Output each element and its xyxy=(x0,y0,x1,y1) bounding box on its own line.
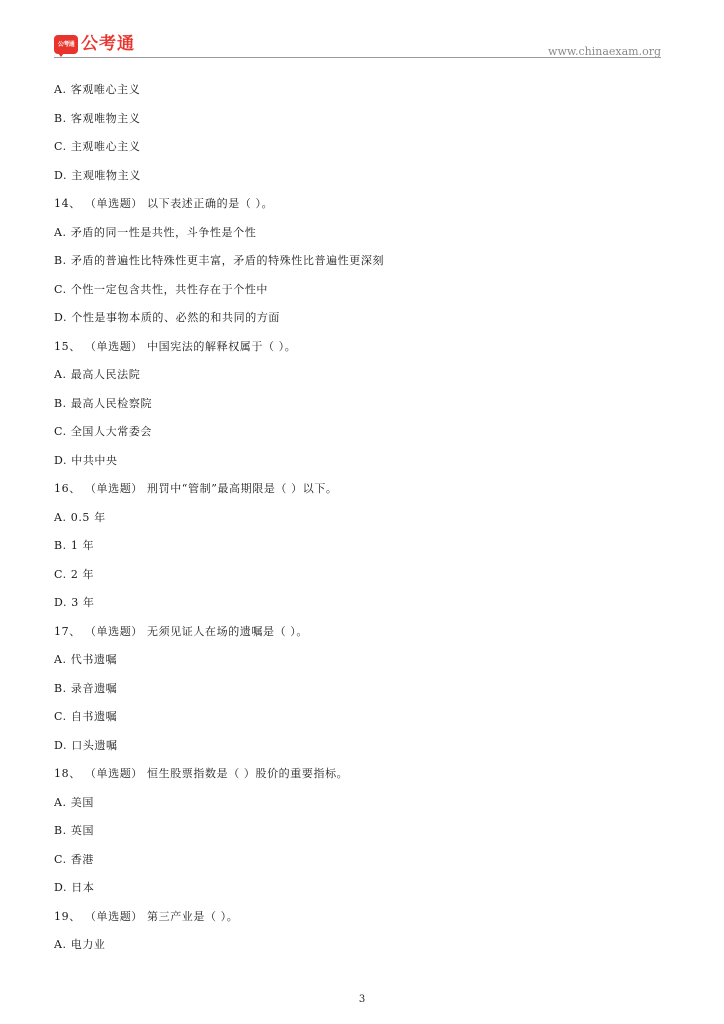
question-stem: 15、 （单选题） 中国宪法的解释权属于（ ）。 xyxy=(54,339,297,353)
answer-option: B. 客观唯物主义 xyxy=(54,111,141,125)
answer-option: D. 口头遗嘱 xyxy=(54,738,118,752)
question-stem: 18、 （单选题） 恒生股票指数是（ ）股价的重要指标。 xyxy=(54,767,349,780)
answer-option: A. 最高人民法院 xyxy=(54,368,141,381)
answer-option: C. 主观唯心主义 xyxy=(54,140,141,153)
logo-text: 公考通 xyxy=(81,34,135,54)
answer-option: A. 0.5 年 xyxy=(54,510,106,524)
answer-option: A. 矛盾的同一性是共性，斗争性是个性 xyxy=(54,225,257,239)
answer-option: B. 1 年 xyxy=(54,539,95,552)
answer-option: D. 3 年 xyxy=(54,596,95,609)
question-stem: 17、 （单选题） 无须见证人在场的遗嘱是（ ）。 xyxy=(54,624,308,638)
page-number: 3 xyxy=(358,994,366,1005)
logo-badge-icon: 公考通 xyxy=(54,35,78,54)
answer-option: A. 客观唯心主义 xyxy=(54,83,141,96)
site-url: www.chinaexam.org xyxy=(548,45,661,58)
answer-option: A. 代书遗嘱 xyxy=(54,653,118,666)
question-stem: 14、 （单选题） 以下表述正确的是（ ）。 xyxy=(54,197,274,210)
answer-option: C. 全国人大常委会 xyxy=(54,425,153,438)
answer-option: A. 美国 xyxy=(54,795,94,809)
answer-option: B. 英国 xyxy=(54,824,95,837)
answer-option: C. 自书遗嘱 xyxy=(54,710,118,723)
document-body xyxy=(54,76,664,960)
answer-option: D. 日本 xyxy=(54,881,95,894)
answer-option: D. 主观唯物主义 xyxy=(54,168,141,182)
answer-option: B. 矛盾的普遍性比特殊性更丰富，矛盾的特殊性比普遍性更深刻 xyxy=(54,254,385,267)
answer-option: B. 录音遗嘱 xyxy=(54,681,118,695)
answer-option: B. 最高人民检察院 xyxy=(54,396,153,410)
page-header xyxy=(0,0,724,60)
header-divider xyxy=(54,57,661,58)
answer-option: D. 个性是事物本质的、必然的和共同的方面 xyxy=(54,311,281,324)
answer-option: C. 个性一定包含共性，共性存在于个性中 xyxy=(54,282,269,296)
answer-option: D. 中共中央 xyxy=(54,453,118,467)
answer-option: A. 电力业 xyxy=(54,938,106,951)
question-stem: 19、 （单选题） 第三产业是（ ）。 xyxy=(54,909,239,923)
logo xyxy=(54,33,135,55)
question-stem: 16、 （单选题） 刑罚中“管制”最高期限是（ ）以下。 xyxy=(54,482,338,495)
answer-option: C. 2 年 xyxy=(54,567,95,581)
answer-option: C. 香港 xyxy=(54,852,95,866)
